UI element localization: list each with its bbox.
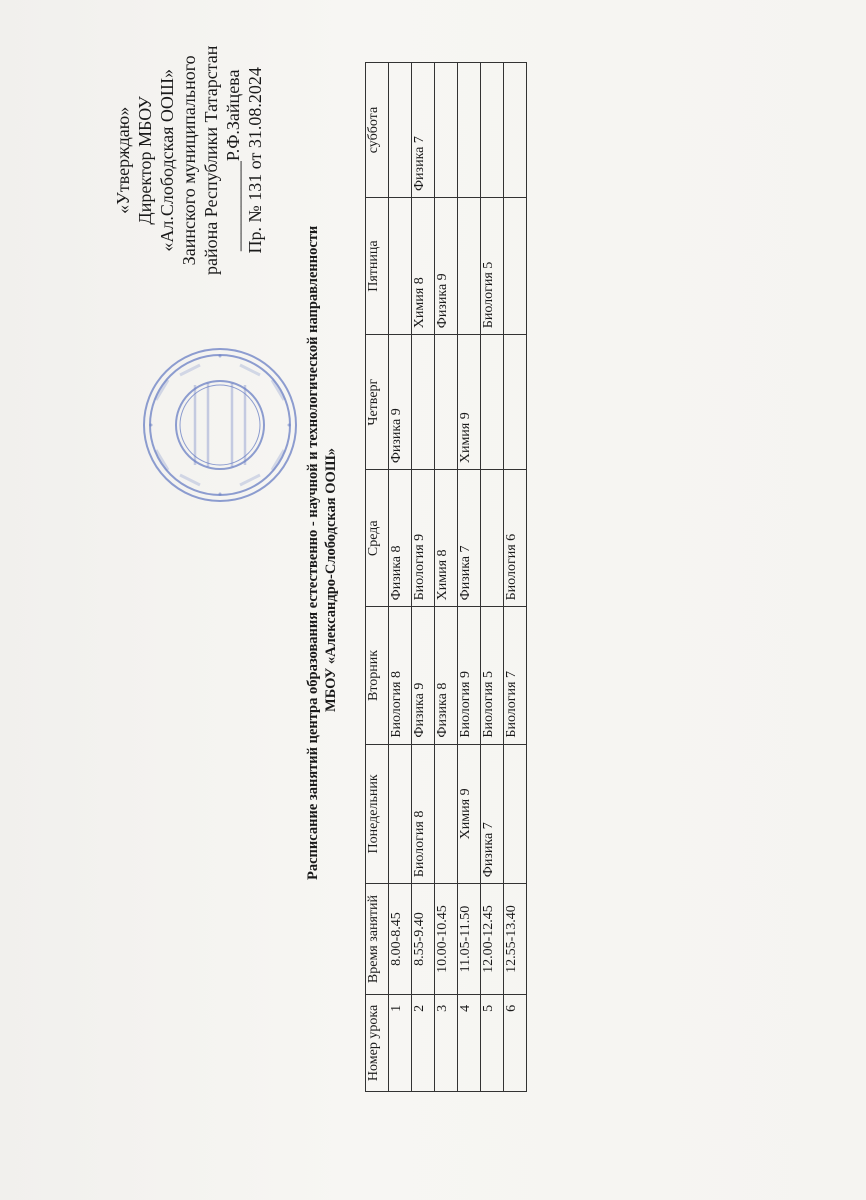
cell-wednesday: Биология 9: [412, 470, 435, 607]
cell-friday: Биология 5: [481, 198, 504, 335]
cell-number: 6: [504, 994, 527, 1091]
header-friday: Пятница: [366, 198, 389, 335]
table-row: [435, 63, 458, 1092]
cell-wednesday: [481, 470, 504, 607]
schedule-title: [304, 225, 340, 880]
cell-thursday: [481, 335, 504, 470]
cell-saturday: [389, 63, 412, 198]
approval-line-7: Пр. № 131 от 31.08.2024: [245, 67, 265, 254]
cell-monday: [435, 744, 458, 884]
cell-monday: [389, 744, 412, 884]
approval-line-2: Директор МБОУ: [135, 96, 155, 225]
cell-number: 3: [435, 994, 458, 1091]
cell-wednesday: Физика 7: [458, 470, 481, 607]
schedule-table: [365, 62, 527, 1092]
table-row: [504, 63, 527, 1092]
cell-wednesday: Биология 6: [504, 470, 527, 607]
approval-line-5: района Республики Татарстан: [201, 45, 221, 275]
approval-line-3: «Ал.Слободская ООШ»: [157, 68, 177, 252]
table-row: [458, 63, 481, 1092]
approval-line-6: __________Р.Ф.Зайцева: [223, 69, 243, 252]
cell-number: 4: [458, 994, 481, 1091]
cell-thursday: [412, 335, 435, 470]
title-line-1: Расписание занятий центра образования естественно - научной и технологической направленности: [305, 225, 321, 880]
cell-number: 5: [481, 994, 504, 1091]
cell-time: 12.55-13.40: [504, 884, 527, 995]
cell-monday: Химия 9: [458, 744, 481, 884]
cell-friday: [504, 198, 527, 335]
cell-saturday: Физика 7: [412, 63, 435, 198]
cell-tuesday: Биология 7: [504, 607, 527, 744]
official-stamp: [140, 345, 300, 505]
cell-friday: [458, 198, 481, 335]
cell-tuesday: Биология 8: [389, 607, 412, 744]
cell-time: 11.05-11.50: [458, 884, 481, 995]
cell-tuesday: Физика 9: [412, 607, 435, 744]
cell-monday: [504, 744, 527, 884]
cell-friday: Физика 9: [435, 198, 458, 335]
header-wednesday: Среда: [366, 470, 389, 607]
table-row: [481, 63, 504, 1092]
header-saturday: суббота: [366, 63, 389, 198]
header-monday: Понедельник: [366, 744, 389, 884]
table-row: [389, 63, 412, 1092]
cell-time: 10.00-10.45: [435, 884, 458, 995]
cell-monday: Физика 7: [481, 744, 504, 884]
title-line-2: МБОУ «Александро-Слободская ООШ»: [323, 448, 339, 712]
cell-tuesday: Физика 8: [435, 607, 458, 744]
cell-saturday: [458, 63, 481, 198]
approval-block: [112, 46, 266, 275]
header-thursday: Четверг: [366, 335, 389, 470]
cell-thursday: [435, 335, 458, 470]
cell-friday: [389, 198, 412, 335]
cell-saturday: [435, 63, 458, 198]
cell-time: 12.00-12.45: [481, 884, 504, 995]
cell-number: 1: [389, 994, 412, 1091]
cell-tuesday: Биология 5: [481, 607, 504, 744]
cell-wednesday: Физика 8: [389, 470, 412, 607]
header-lesson-number: Номер урока: [366, 994, 389, 1091]
cell-time: 8.00-8.45: [389, 884, 412, 995]
cell-saturday: [481, 63, 504, 198]
stamp-seal-icon: [140, 345, 300, 505]
table-header-row: [366, 63, 389, 1092]
cell-wednesday: Химия 8: [435, 470, 458, 607]
cell-friday: Химия 8: [412, 198, 435, 335]
cell-tuesday: Биология 9: [458, 607, 481, 744]
cell-thursday: Химия 9: [458, 335, 481, 470]
header-time: Время занятий: [366, 884, 389, 995]
cell-thursday: Физика 9: [389, 335, 412, 470]
cell-time: 8.55-9.40: [412, 884, 435, 995]
table-row: [412, 63, 435, 1092]
approval-line-1: «Утверждаю»: [113, 106, 133, 214]
cell-monday: Биология 8: [412, 744, 435, 884]
cell-saturday: [504, 63, 527, 198]
cell-number: 2: [412, 994, 435, 1091]
cell-thursday: [504, 335, 527, 470]
header-tuesday: Вторник: [366, 607, 389, 744]
approval-line-4: Заинского муниципального: [179, 55, 199, 266]
